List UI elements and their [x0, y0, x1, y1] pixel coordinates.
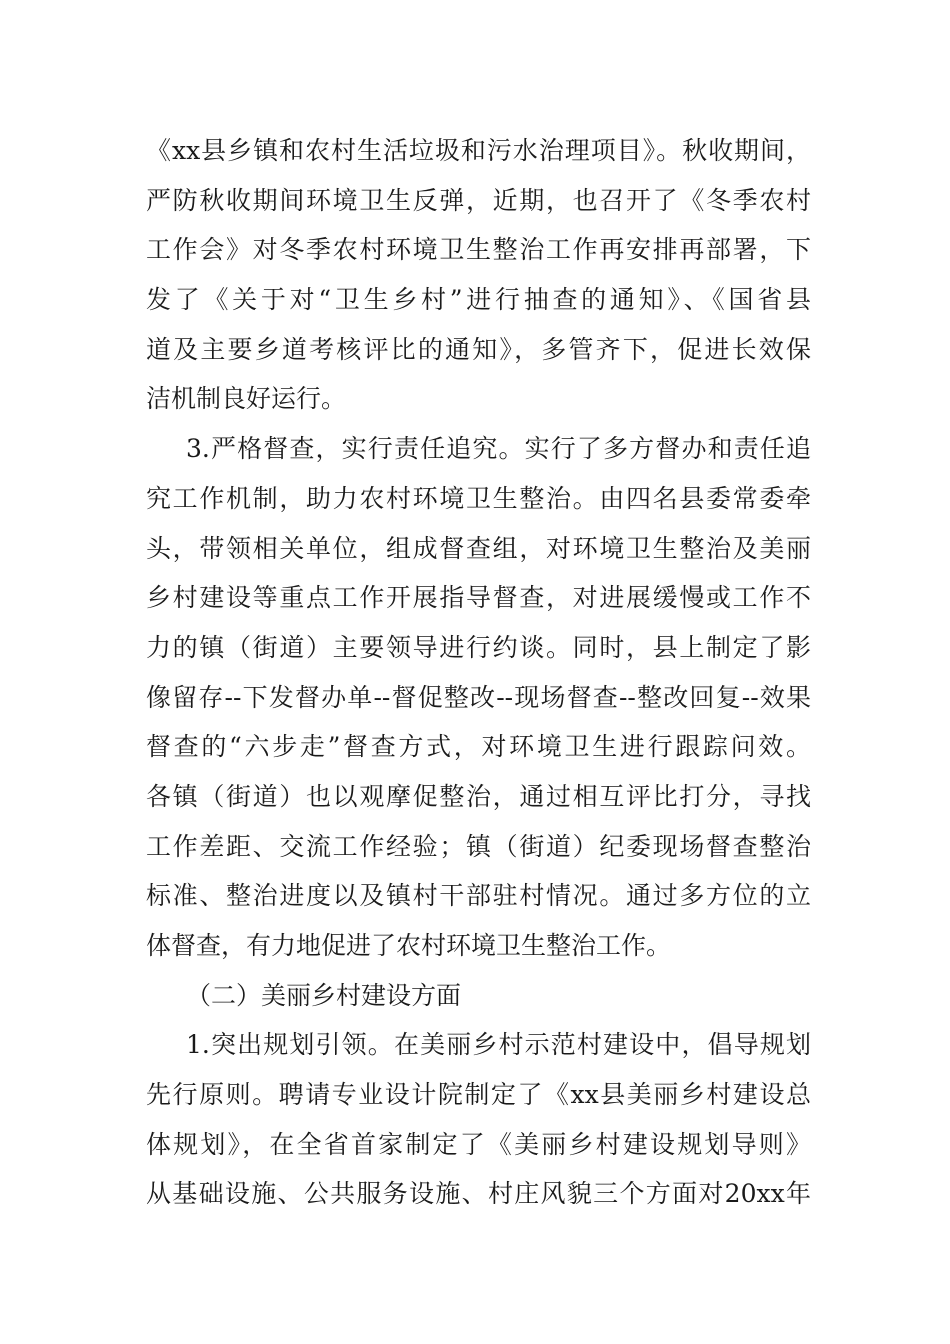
text-line: 工作差距、交流工作经验；镇（街道）纪委现场督查整治 [146, 831, 811, 861]
text-line: 标准、整治进度以及镇村干部驻村情况。通过多方位的立 [146, 881, 811, 911]
text-line: 像留存--下发督办单--督促整改--现场督查--整改回复--效果 [146, 682, 811, 712]
text-line: 力的镇（街道）主要领导进行约谈。同时，县上制定了影 [146, 632, 811, 662]
text-line: 1.突出规划引领。在美丽乡村示范村建设中，倡导规划 [186, 1030, 811, 1060]
text-line: 从基础设施、公共服务设施、村庄风貌三个方面对20xx年 [146, 1179, 811, 1209]
text-line: 道及主要乡道考核评比的通知》，多管齐下，促进长效保 [146, 334, 811, 364]
text-line: 体规划》，在全省首家制定了《美丽乡村建设规划导则》 [146, 1129, 811, 1159]
text-line: 督查的“六步走”督查方式，对环境卫生进行跟踪问效。 [146, 732, 811, 762]
text-line: （二）美丽乡村建设方面 [186, 980, 462, 1010]
text-line: 3.严格督查，实行责任追究。实行了多方督办和责任追 [186, 434, 811, 464]
text-line: 乡村建设等重点工作开展指导督查，对进展缓慢或工作不 [146, 583, 811, 613]
text-line: 头，带领相关单位，组成督查组，对环境卫生整治及美丽 [146, 533, 811, 563]
text-line: 工作会》对冬季农村环境卫生整治工作再安排再部署，下 [146, 235, 811, 265]
text-line: 究工作机制，助力农村环境卫生整治。由四名县委常委牵 [146, 483, 811, 513]
text-line: 《xx县乡镇和农村生活垃圾和污水治理项目》。秋收期间， [146, 136, 811, 165]
text-line: 发了《关于对“卫生乡村”进行抽查的通知》、《国省县 [146, 285, 811, 315]
text-line: 严防秋收期间环境卫生反弹，近期，也召开了《冬季农村 [146, 185, 811, 215]
text-line: 各镇（街道）也以观摩促整治，通过相互评比打分，寻找 [146, 781, 811, 811]
document-body [146, 126, 811, 1219]
text-line: 体督查，有力地促进了农村环境卫生整治工作。 [146, 931, 672, 960]
text-line: 洁机制良好运行。 [146, 384, 347, 414]
text-line: 先行原则。聘请专业设计院制定了《xx县美丽乡村建设总 [146, 1080, 811, 1110]
